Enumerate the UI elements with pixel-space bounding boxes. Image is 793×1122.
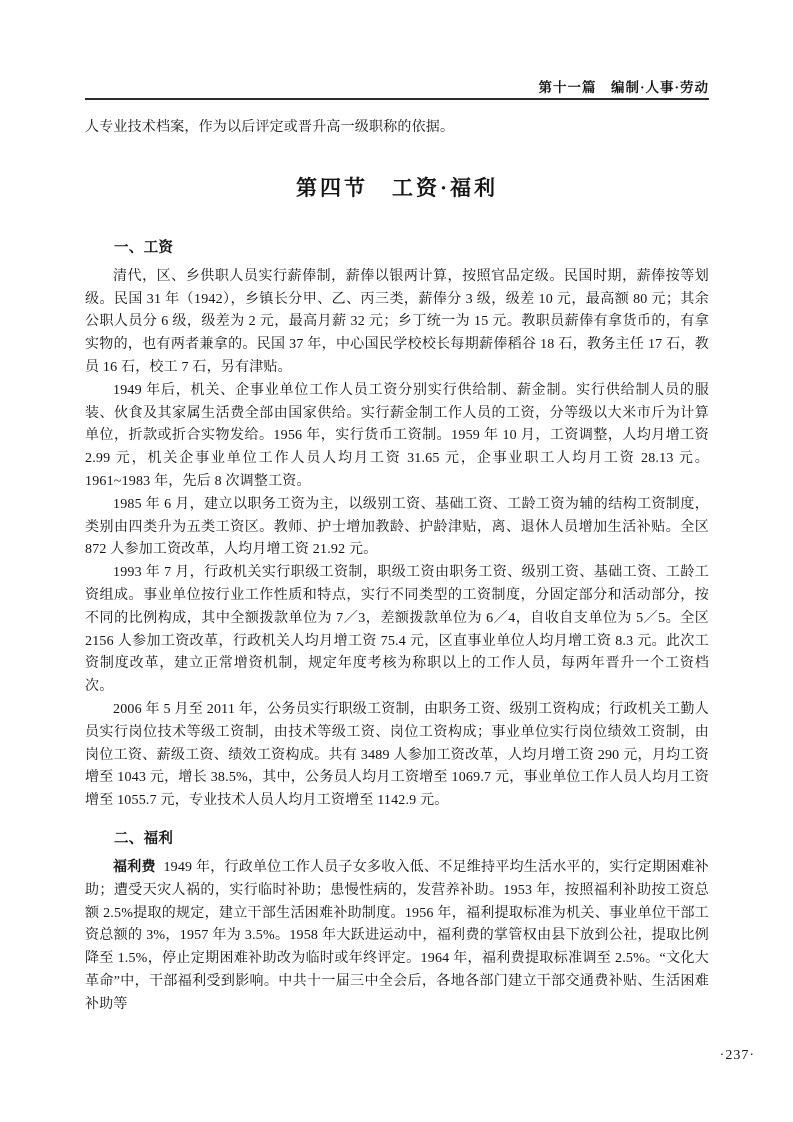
page-number: ·237· — [719, 1048, 755, 1063]
subsection-welfare-title: 二、福利 — [114, 830, 174, 847]
header-rule — [85, 98, 709, 100]
wage-paragraph-4: 1993 年 7 月，行政机关实行职级工资制，职级工资由职务工资、级别工资、基础工资、工龄工资组成。事业单位按行业工作性质和特点，实行不同类型的工资制度，分固定部分和活动部分，按不同的比例构成，其中全额拨款单位为 7／3，差额拨款单位为 6／4，自收自支单位为 5／5。全区 2156 人参加工资改革，行政机关人均月增工资 75.4 元，区直事业单位人均月增工资 8.3 元。此次工资制度改革，建立正常增资机制，规定年度考核为称职以上的工作人员，每两年晋升一个工资档次。 — [85, 565, 709, 695]
page-body — [85, 117, 709, 1017]
wage-paragraph-2: 1949 年后，机关、企事业单位工作人员工资分别实行供给制、薪金制。实行供给制人员的服装、伙食及其家属生活费全部由国家供给。实行薪金制工作人员的工资，分等级以大米市斤为计算单位，折款或折合实物发给。1956 年，实行货币工资制。1959 年 10 月，工资调整，人均月增工资 2.99 元，机关企事业单位工作人员人均月工资 31.65 元，企事业职工人均月工资 28.13 元。1961~1983 年，先后 8 次调整工资。 — [85, 382, 709, 489]
wage-paragraph-5: 2006 年 5 月至 2011 年，公务员实行职级工资制，由职务工资、级别工资构成；行政机关工勤人员实行岗位技术等级工资制，由技术等级工资、岗位工资构成；事业单位实行岗位绩效工资制，由岗位工资、薪级工资、绩效工资构成。共有 3489 人参加工资改革，人均月增工资 290 元，月均工资增至 1043 元，增长 38.5%，其中，公务员人均月工资增至 1069.7 元，事业单位工作人员人均月工资增至 1055.7 元，专业技术人员人均月工资增至 1142.9 元。 — [85, 701, 709, 809]
subsection-wage-title: 一、工资 — [114, 239, 174, 256]
welfare-paragraph-text: 1949 年，行政单位工作人员子女多收入低、不足维持平均生活水平的，实行定期困难补助；遭受天灾人祸的，实行临时补助；患慢性病的，发营养补助。1953 年，按照福利补助按工资总额 2.5%提取的规定，建立干部生活困难补助制度。1956 年，福利提取标准为机关、事业单位干部工资总额的 3%，1957 年为 3.5%。1958 年大跃进运动中，福利费的掌管权由县下放到公社，提取比例降至 1.5%，停止定期困难补助改为临时或年终评定。1964 年，福利费提取标准调至 2.5%。“文化大革命”中，干部福利受到影响。中共十一届三中全会后，各地各部门建立干部交通费补贴、生活困难补助等 — [85, 859, 710, 1012]
running-header: 第十一篇 编制·人事·劳动 — [538, 80, 709, 95]
welfare-lead-term: 福利费 — [113, 859, 156, 875]
section-title: 第四节 工资·福利 — [295, 175, 498, 200]
welfare-paragraph — [85, 857, 709, 1017]
carryover-paragraph: 人专业技术档案，作为以后评定或晋升高一级职称的依据。 — [85, 120, 455, 135]
wage-paragraph-1: 清代，区、乡供职人员实行薪俸制，薪俸以银两计算，按照官品定级。民国时期，薪俸按等划级。民国 31 年（1942），乡镇长分甲、乙、丙三类，薪俸分 3 级，级差 10 元，最高额 80 元；其余公职人员分 6 级，级差为 2 元，最高月薪 32 元；乡丁统一为 15 元。教职员薪俸有拿货币的，有拿实物的，也有两者兼拿的。民国 37 年，中心国民学校校长每期薪俸稻谷 18 石，教务主任 17 石，教员 16 石，校工 7 石，另有津贴。 — [85, 268, 709, 375]
wage-paragraph-3: 1985 年 6 月，建立以职务工资为主，以级别工资、基础工资、工龄工资为辅的结构工资制度，类别由四类升为五类工资区。教师、护士增加教龄、护龄津贴，离、退休人员增加生活补贴。全区 872 人参加工资改革，人均月增工资 21.92 元。 — [85, 496, 709, 558]
